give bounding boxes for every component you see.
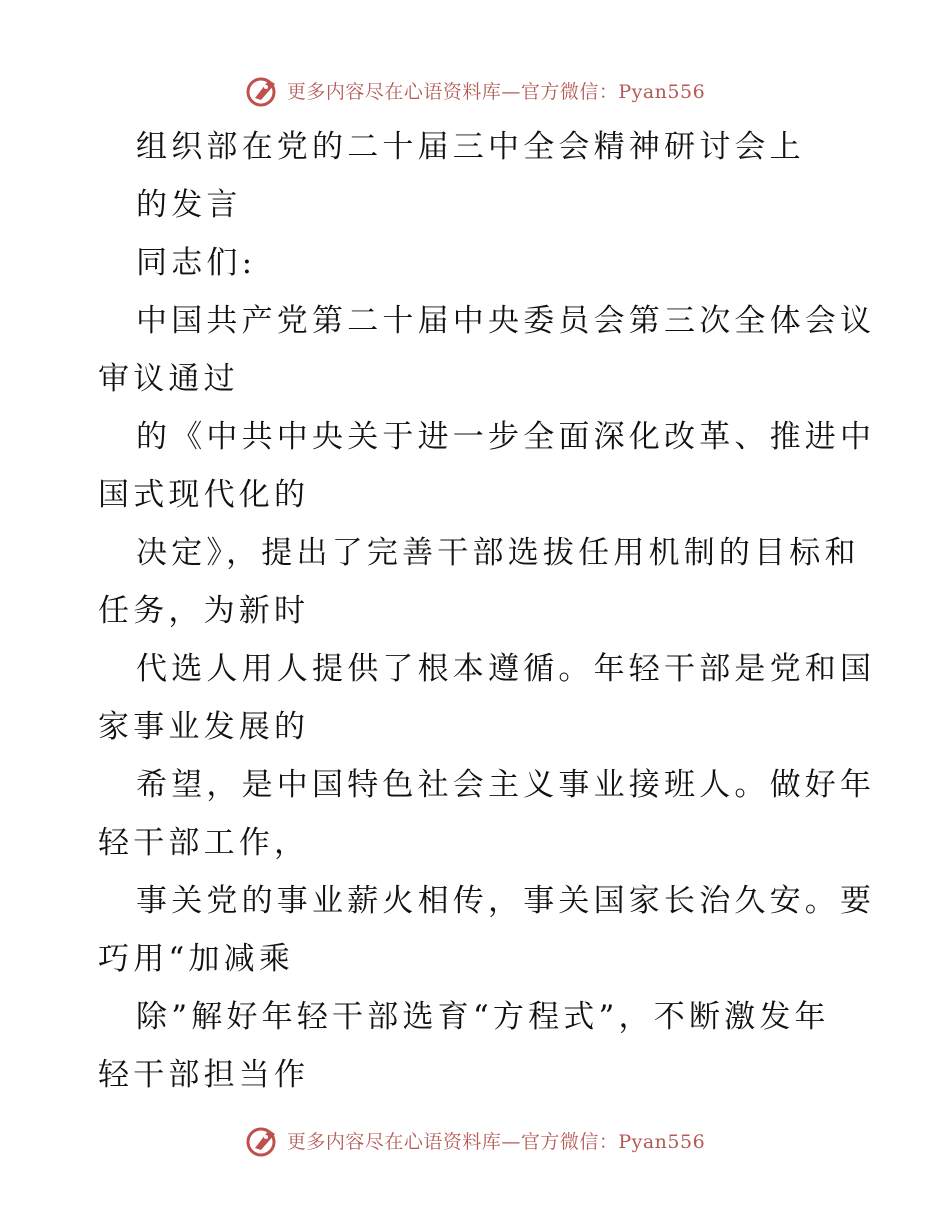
document-line: 组织部在党的二十届三中全会精神研讨会上	[136, 129, 805, 165]
pen-nib-logo-icon	[245, 1122, 281, 1158]
document-line: 审议通过	[98, 361, 239, 397]
footer-banner	[0, 1120, 950, 1160]
document-line: 代选人用人提供了根本遵循。年轻干部是党和国	[136, 651, 876, 687]
document-line: 轻干部担当作	[98, 1057, 310, 1093]
pen-nib-logo-icon	[245, 72, 281, 108]
footer-banner-text: 更多内容尽在心语资料库—官方微信：Pyan556	[286, 1130, 706, 1153]
document-body	[98, 118, 876, 1104]
header-banner	[0, 70, 950, 110]
document-line: 巧用“加减乘	[98, 941, 295, 977]
document-line: 任务，为新时	[98, 593, 310, 629]
document-line: 的发言	[136, 187, 242, 223]
document-line: 家事业发展的	[98, 709, 310, 745]
document-line: 希望，是中国特色社会主义事业接班人。做好年	[136, 767, 876, 803]
document-line: 同志们:	[136, 245, 257, 281]
document-line: 决定》，提出了完善干部选拔任用机制的目标和	[136, 535, 860, 571]
document-line: 国式现代化的	[98, 477, 310, 513]
document-line: 的《中共中央关于进一步全面深化改革、推进中	[136, 419, 876, 455]
document-line: 事关党的事业薪火相传，事关国家长治久安。要	[136, 883, 876, 919]
header-banner-text: 更多内容尽在心语资料库—官方微信：Pyan556	[286, 80, 706, 103]
document-line: 轻干部工作，	[98, 825, 310, 861]
document-line: 中国共产党第二十届中央委员会第三次全体会议	[136, 303, 876, 339]
document-line: 除”解好年轻干部选育“方程式”，不断激发年	[136, 999, 830, 1035]
